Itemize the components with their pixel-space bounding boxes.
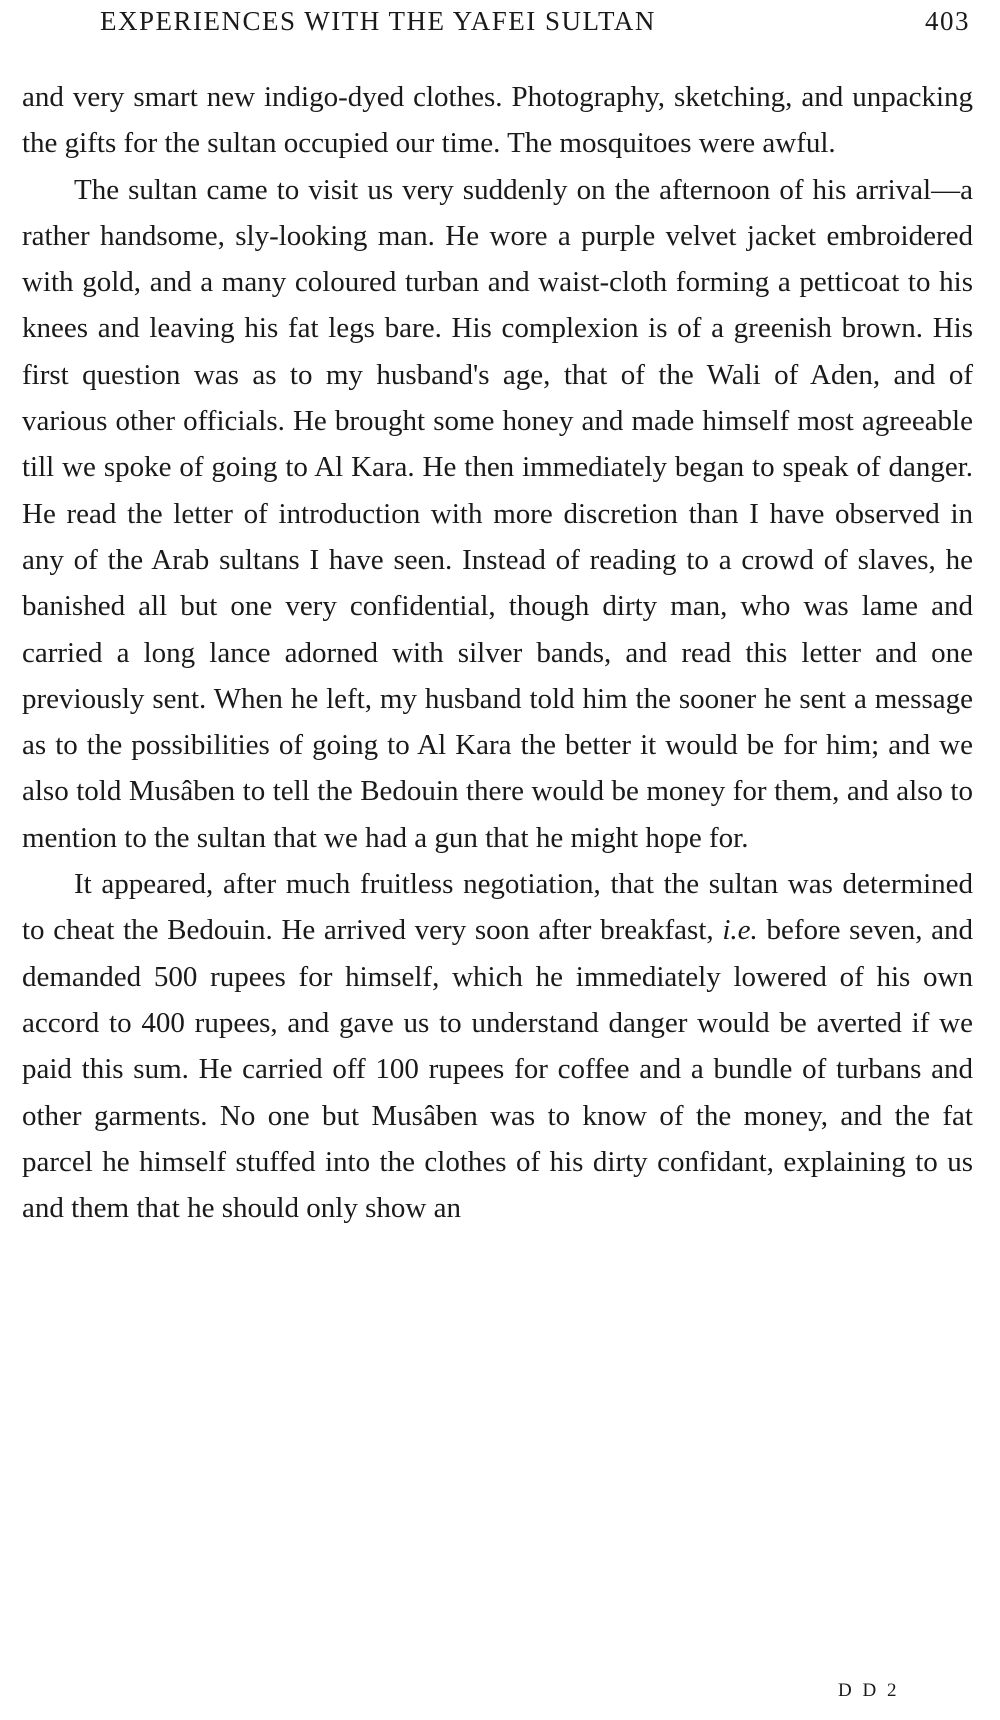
paragraph-1: and very smart new indigo-dyed clothes. Photography, sketching, and unpacking the gifts for the sultan occupied our time. The mosquitoes were awful. — [22, 81, 973, 160]
running-title: EXPERIENCES WITH THE YAFEI SULTAN — [100, 6, 656, 36]
paragraph-2: The sultan came to visit us very suddenly on the afternoon of his arrival—a rather handsome, sly-looking man. He wore a purple velvet jacket embroidered with gold, and a many coloured turban and waist-cloth forming a petticoat to his knees and leaving his fat legs bare. His complexion is of a greenish brown. His first question was as to my husband's age, that of the Wali of Aden, and of various other officials. He brought some honey and made himself most agreeable till we spoke of going to Al Kara. He then immediately began to speak of danger. He read the letter of introduction with more discretion than I have observed in any of the Arab sultans I have seen. Instead of reading to a crowd of slaves, he banished all but one very confidential, though dirty man, who was lame and carried a long lance adorned with silver bands, and read this letter and one previously sent. When he left, my husband told him the sooner he sent a message as to the possibilities of going to Al Kara the better it would be for him; and we also told Musâben to tell the Bedouin there would be money for them, and also to mention to the sultan that we had a gun that he might hope for. — [22, 173, 973, 854]
paragraph-3-part-1: It appeared, after much fruitless negotiation, that the sultan was determined to cheat the Bedouin. He arrived very soon after breakfast, — [22, 868, 973, 947]
signature-mark: D D 2 — [838, 1680, 900, 1701]
italic-abbreviation: i.e. — [722, 914, 758, 947]
body-text — [22, 74, 973, 1231]
paragraph-3-part-2: before seven, and demanded 500 rupees for himself, which he immediately lowered of his own accord to 400 rupees, and gave us to understand danger would be averted if we paid this sum. He carried off 100 rupees for coffee and a bundle of turbans and other garments. No one but Musâben was to know of the money, and the fat parcel he himself stuffed into the clothes of his dirty confidant, explaining to us and them that he should only show an — [22, 914, 974, 1225]
page-number: 403 — [925, 6, 970, 36]
paragraph-3 — [22, 861, 973, 1231]
running-head — [100, 6, 970, 46]
